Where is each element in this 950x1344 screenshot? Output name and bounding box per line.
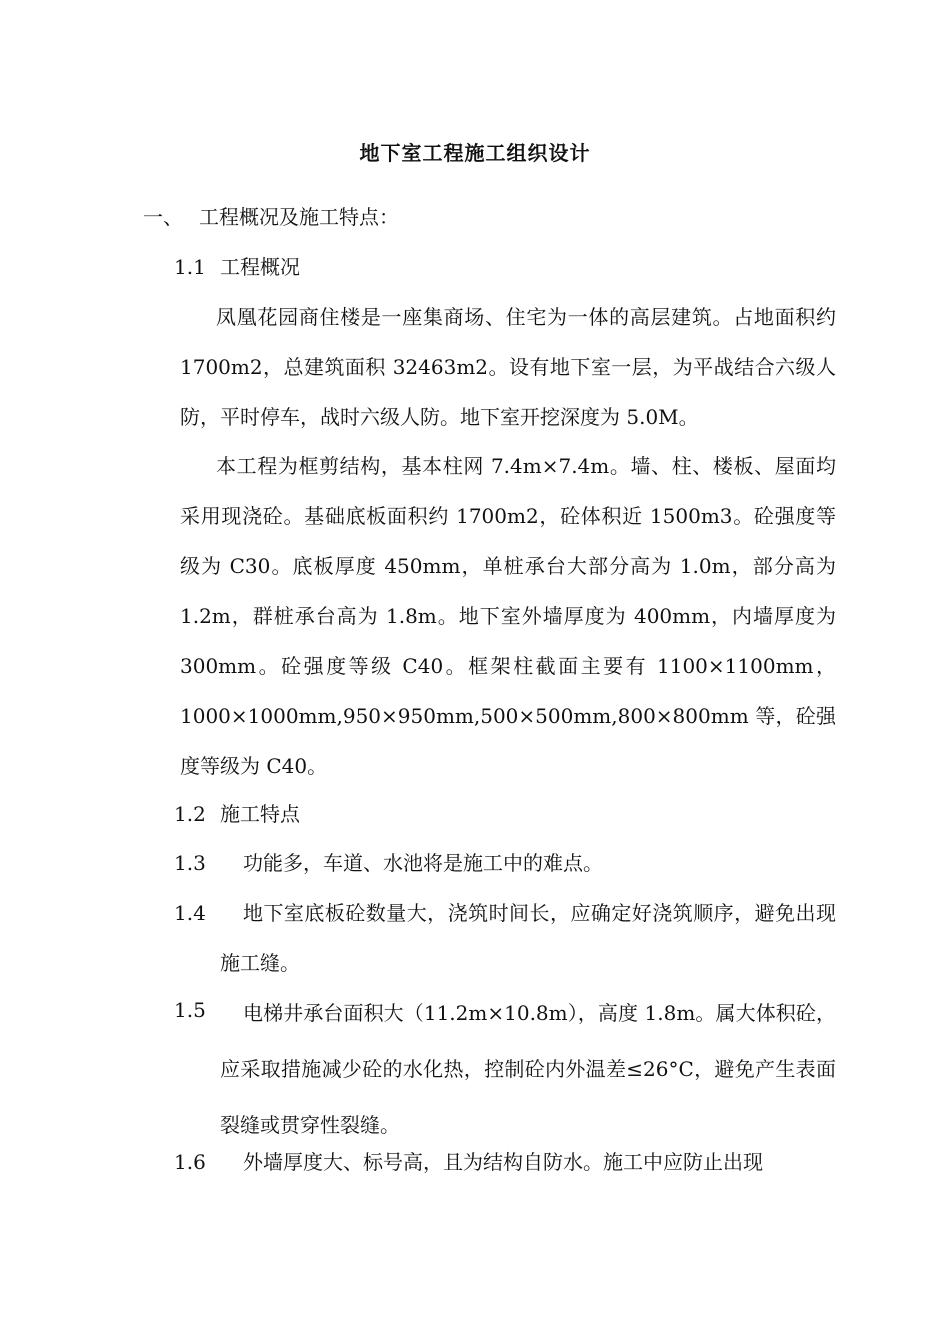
subsection-heading-1-2 <box>174 799 300 829</box>
list-item-number: 1.6 <box>174 1150 206 1174</box>
list-item-text: 功能多，车道、水池将是施工中的难点。 <box>243 851 603 875</box>
paragraph-project-overview: 凤凰花园商住楼是一座集商场、住宅为一体的高层建筑。占地面积约 1700m2，总建筑面积 32463m2。设有地下室一层，为平战结合六级人防，平时停车，战时六级人防。地下室开挖深度为 5.0M。 <box>180 305 836 429</box>
list-item-number: 1.3 <box>174 851 206 875</box>
paragraph-structure-details: 本工程为框剪结构，基本柱网 7.4m×7.4m。墙、柱、楼板、屋面均采用现浇砼。基础底板面积约 1700m2，砼体积近 1500m3。砼强度等级为 C30。底板厚度 450mm，单桩承台大部分高为 1.0m，部分高为 1.2m，群桩承台高为 1.8m。地下室外墙厚度为 400mm，内墙厚度为 300mm。砼强度等级 C40。框架柱截面主要有 1100×1100mm，1000×1000mm,950×950mm,500×500mm,800×800mm 等，砼强度等级为 C40。 <box>180 454 836 778</box>
list-item-text: 外墙厚度大、标号高，且为结构自防水。施工中应防止出现 <box>243 1150 763 1174</box>
subsection-heading-1-1 <box>174 252 300 282</box>
list-item-number: 1.4 <box>174 901 206 925</box>
list-item <box>174 888 836 988</box>
section-number: 一、 <box>143 205 183 229</box>
list-item <box>174 1137 836 1187</box>
subsection-title: 工程概况 <box>220 255 300 279</box>
subsection-number: 1.1 <box>174 255 206 279</box>
subsection-title: 施工特点 <box>220 802 300 826</box>
section-title: 工程概况及施工特点： <box>199 205 399 229</box>
subsection-number: 1.2 <box>174 802 206 826</box>
section-heading-1 <box>143 202 399 232</box>
list-item-text: 地下室底板砼数量大，浇筑时间长，应确定好浇筑顺序，避免出现施工缝。 <box>220 901 836 975</box>
list-item <box>174 985 836 1153</box>
document-title: 地下室工程施工组织设计 <box>359 141 591 165</box>
list-item <box>174 838 836 888</box>
list-item-text: 电梯井承台面积大（11.2m×10.8m），高度 1.8m。属大体积砼，应采取措施减少砼的水化热，控制砼内外温差≤26°C，避免产生表面裂缝或贯穿性裂缝。 <box>220 1001 836 1137</box>
list-item-number: 1.5 <box>174 998 206 1022</box>
